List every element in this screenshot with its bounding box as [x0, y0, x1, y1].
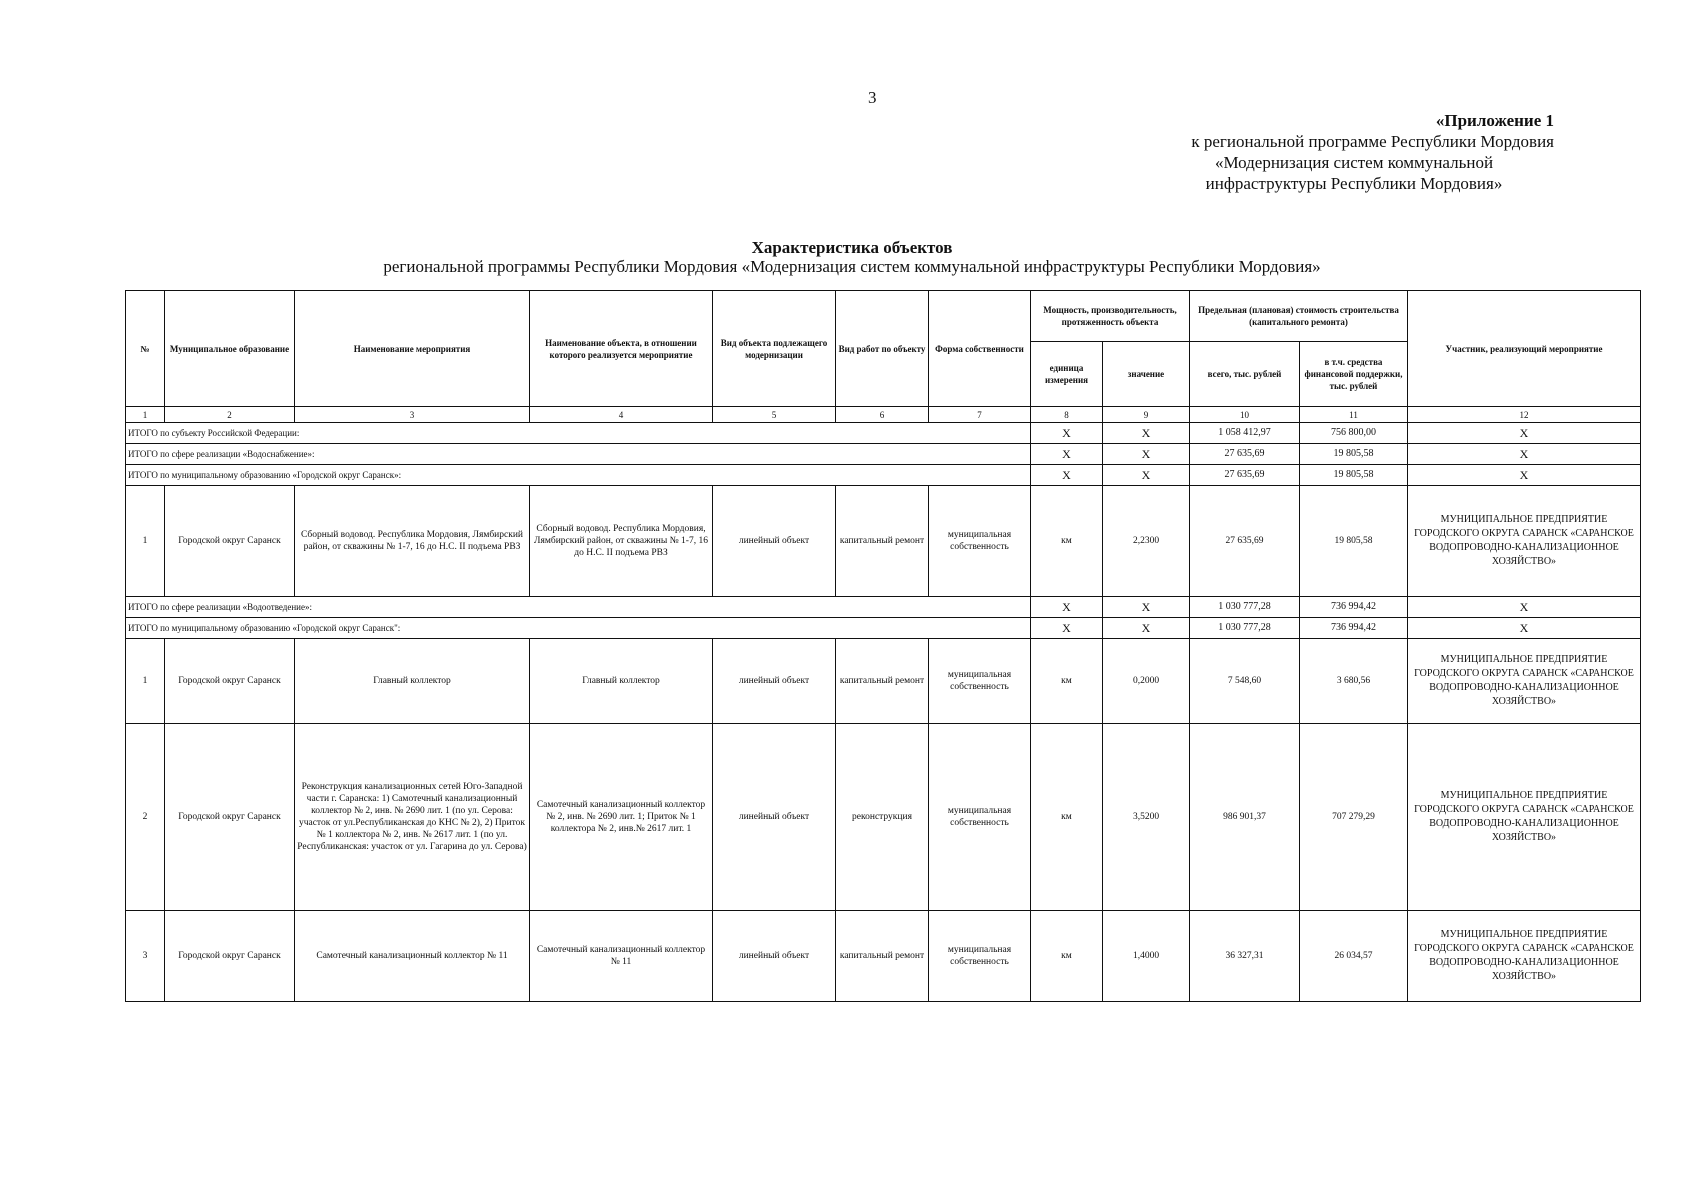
- row-event: Сборный водовод. Республика Мордовия, Лямбирский район, от скважины № 1-7, 16 до Н.С. II подъема РВЗ: [295, 486, 530, 597]
- row-unit: км: [1031, 724, 1103, 911]
- header-value: значение: [1103, 342, 1190, 407]
- row-value: 3,5200: [1103, 724, 1190, 911]
- total-unit: X: [1031, 618, 1103, 639]
- header-municipality: Муниципальное образование: [165, 291, 295, 407]
- total-label: ИТОГО по сфере реализации «Водоснабжение»:: [126, 444, 1031, 465]
- row-value: 1,4000: [1103, 911, 1190, 1002]
- header-row: [126, 291, 1641, 342]
- column-numbers-row: [126, 407, 1641, 423]
- row-ownership: муниципальная собственность: [929, 486, 1031, 597]
- total-value: X: [1103, 597, 1190, 618]
- row-object-type: линейный объект: [713, 911, 836, 1002]
- row-num: 2: [126, 724, 165, 911]
- total-row-water-supply-municipality: [126, 465, 1641, 486]
- column-number: 3: [295, 407, 530, 423]
- row-object-name: Сборный водовод. Республика Мордовия, Лямбирский район, от скважины № 1-7, 16 до Н.С. II подъема РВЗ: [530, 486, 713, 597]
- row-work-type: капитальный ремонт: [836, 486, 929, 597]
- total-unit: X: [1031, 465, 1103, 486]
- total-cost: 27 635,69: [1190, 444, 1300, 465]
- row-event: Главный коллектор: [295, 639, 530, 724]
- total-participant: X: [1408, 444, 1641, 465]
- appendix-line-3: инфраструктуры Республики Мордовия»: [1205, 174, 1503, 193]
- total-participant: X: [1408, 597, 1641, 618]
- total-row-water-supply: [126, 444, 1641, 465]
- row-object-name: Самотечный канализационный коллектор № 11: [530, 911, 713, 1002]
- row-support: 19 805,58: [1300, 486, 1408, 597]
- row-num: 1: [126, 486, 165, 597]
- row-object-name: Самотечный канализационный коллектор № 2, инв. № 2690 лит. 1; Приток № 1 коллектора № 2, инв.№ 2617 лит. 1: [530, 724, 713, 911]
- total-value: X: [1103, 618, 1190, 639]
- table-row: [126, 911, 1641, 1002]
- row-participant: МУНИЦИПАЛЬНОЕ ПРЕДПРИЯТИЕ ГОРОДСКОГО ОКРУГА САРАНСК «САРАНСКОЕ ВОДОПРОВОДНО-КАНАЛИЗАЦИОННОЕ ХОЗЯЙСТВО»: [1408, 911, 1641, 1002]
- total-support: 736 994,42: [1300, 618, 1408, 639]
- header-support: в т.ч. средства финансовой поддержки, тыс. рублей: [1300, 342, 1408, 407]
- total-value: X: [1103, 465, 1190, 486]
- appendix-block: [1134, 110, 1554, 194]
- row-participant: МУНИЦИПАЛЬНОЕ ПРЕДПРИЯТИЕ ГОРОДСКОГО ОКРУГА САРАНСК «САРАНСКОЕ ВОДОПРОВОДНО-КАНАЛИЗАЦИОННОЕ ХОЗЯЙСТВО»: [1408, 639, 1641, 724]
- row-num: 1: [126, 639, 165, 724]
- row-object-name: Главный коллектор: [530, 639, 713, 724]
- column-number: 10: [1190, 407, 1300, 423]
- row-ownership: муниципальная собственность: [929, 911, 1031, 1002]
- total-value: X: [1103, 444, 1190, 465]
- total-participant: X: [1408, 618, 1641, 639]
- header-capacity-group: Мощность, производительность, протяженность объекта: [1031, 291, 1190, 342]
- total-support: 736 994,42: [1300, 597, 1408, 618]
- row-participant: МУНИЦИПАЛЬНОЕ ПРЕДПРИЯТИЕ ГОРОДСКОГО ОКРУГА САРАНСК «САРАНСКОЕ ВОДОПРОВОДНО-КАНАЛИЗАЦИОННОЕ ХОЗЯЙСТВО»: [1408, 724, 1641, 911]
- row-total-cost: 986 901,37: [1190, 724, 1300, 911]
- row-unit: км: [1031, 911, 1103, 1002]
- total-participant: X: [1408, 465, 1641, 486]
- row-object-type: линейный объект: [713, 724, 836, 911]
- row-total-cost: 36 327,31: [1190, 911, 1300, 1002]
- column-number: 5: [713, 407, 836, 423]
- row-unit: км: [1031, 486, 1103, 597]
- total-label: ИТОГО по субъекту Российской Федерации:: [126, 423, 1031, 444]
- row-total-cost: 27 635,69: [1190, 486, 1300, 597]
- row-value: 2,2300: [1103, 486, 1190, 597]
- total-label: ИТОГО по сфере реализации «Водоотведение»:: [126, 597, 1031, 618]
- row-participant: МУНИЦИПАЛЬНОЕ ПРЕДПРИЯТИЕ ГОРОДСКОГО ОКРУГА САРАНСК «САРАНСКОЕ ВОДОПРОВОДНО-КАНАЛИЗАЦИОННОЕ ХОЗЯЙСТВО»: [1408, 486, 1641, 597]
- appendix-line-1: к региональной программе Республики Мордовия: [1191, 132, 1554, 151]
- total-label: ИТОГО по муниципальному образованию «Городской округ Саранск":: [126, 618, 1031, 639]
- row-num: 3: [126, 911, 165, 1002]
- row-municipality: Городской округ Саранск: [165, 639, 295, 724]
- appendix-title: «Приложение 1: [1435, 111, 1554, 130]
- row-support: 707 279,29: [1300, 724, 1408, 911]
- total-row-drainage-municipality: [126, 618, 1641, 639]
- total-label: ИТОГО по муниципальному образованию «Городской округ Саранск»:: [126, 465, 1031, 486]
- row-event: Самотечный канализационный коллектор № 11: [295, 911, 530, 1002]
- column-number: 6: [836, 407, 929, 423]
- appendix-line-2: «Модернизация систем коммунальной: [1214, 153, 1494, 172]
- row-event: Реконструкция канализационных сетей Юго-Западной части г. Саранска: 1) Самотечный канализационный коллектор № 2, инв. № 2690 лит. 1 (по ул. Серова: участок от ул.Республиканская до КНС № 2), 2) Приток № 1 коллектора № 2, инв. № 2617 лит. 1 (по ул. Республиканская: участок от ул. Гагарина до ул. Серова): [295, 724, 530, 911]
- total-row-drainage: [126, 597, 1641, 618]
- total-row-subject: [126, 423, 1641, 444]
- column-number: 1: [126, 407, 165, 423]
- row-ownership: муниципальная собственность: [929, 724, 1031, 911]
- total-participant: X: [1408, 423, 1641, 444]
- header-total-cost: всего, тыс. рублей: [1190, 342, 1300, 407]
- column-number: 7: [929, 407, 1031, 423]
- total-support: 19 805,58: [1300, 444, 1408, 465]
- header-work-type: Вид работ по объекту: [836, 291, 929, 407]
- row-work-type: реконструкция: [836, 724, 929, 911]
- header-event: Наименование мероприятия: [295, 291, 530, 407]
- row-object-type: линейный объект: [713, 639, 836, 724]
- row-object-type: линейный объект: [713, 486, 836, 597]
- total-cost: 1 030 777,28: [1190, 597, 1300, 618]
- row-support: 26 034,57: [1300, 911, 1408, 1002]
- header-object-name: Наименование объекта, в отношении которого реализуется мероприятие: [530, 291, 713, 407]
- row-value: 0,2000: [1103, 639, 1190, 724]
- table-row: [126, 724, 1641, 911]
- row-unit: км: [1031, 639, 1103, 724]
- table-row: [126, 486, 1641, 597]
- row-work-type: капитальный ремонт: [836, 911, 929, 1002]
- row-work-type: капитальный ремонт: [836, 639, 929, 724]
- row-ownership: муниципальная собственность: [929, 639, 1031, 724]
- total-unit: X: [1031, 597, 1103, 618]
- header-object-type: Вид объекта подлежащего модернизации: [713, 291, 836, 407]
- row-municipality: Городской округ Саранск: [165, 724, 295, 911]
- total-value: X: [1103, 423, 1190, 444]
- table-row: [126, 639, 1641, 724]
- header-cost-group: Предельная (плановая) стоимость строительства (капитального ремонта): [1190, 291, 1408, 342]
- total-unit: X: [1031, 444, 1103, 465]
- total-cost: 27 635,69: [1190, 465, 1300, 486]
- row-total-cost: 7 548,60: [1190, 639, 1300, 724]
- header-num: №: [126, 291, 165, 407]
- total-cost: 1 030 777,28: [1190, 618, 1300, 639]
- total-unit: X: [1031, 423, 1103, 444]
- column-number: 12: [1408, 407, 1641, 423]
- column-number: 11: [1300, 407, 1408, 423]
- total-support: 756 800,00: [1300, 423, 1408, 444]
- page-number: 3: [868, 88, 877, 107]
- header-ownership: Форма собственности: [929, 291, 1031, 407]
- header-participant: Участник, реализующий мероприятие: [1408, 291, 1641, 407]
- column-number: 2: [165, 407, 295, 423]
- total-support: 19 805,58: [1300, 465, 1408, 486]
- row-support: 3 680,56: [1300, 639, 1408, 724]
- column-number: 8: [1031, 407, 1103, 423]
- total-cost: 1 058 412,97: [1190, 423, 1300, 444]
- objects-table: [125, 290, 1641, 1002]
- column-number: 4: [530, 407, 713, 423]
- row-municipality: Городской округ Саранск: [165, 486, 295, 597]
- document-subtitle: региональной программы Республики Мордовия «Модернизация систем коммунальной инфраструктуры Республики Мордовия»: [383, 257, 1321, 276]
- header-unit: единица измерения: [1031, 342, 1103, 407]
- document-title: Характеристика объектов: [751, 238, 953, 257]
- column-number: 9: [1103, 407, 1190, 423]
- row-municipality: Городской округ Саранск: [165, 911, 295, 1002]
